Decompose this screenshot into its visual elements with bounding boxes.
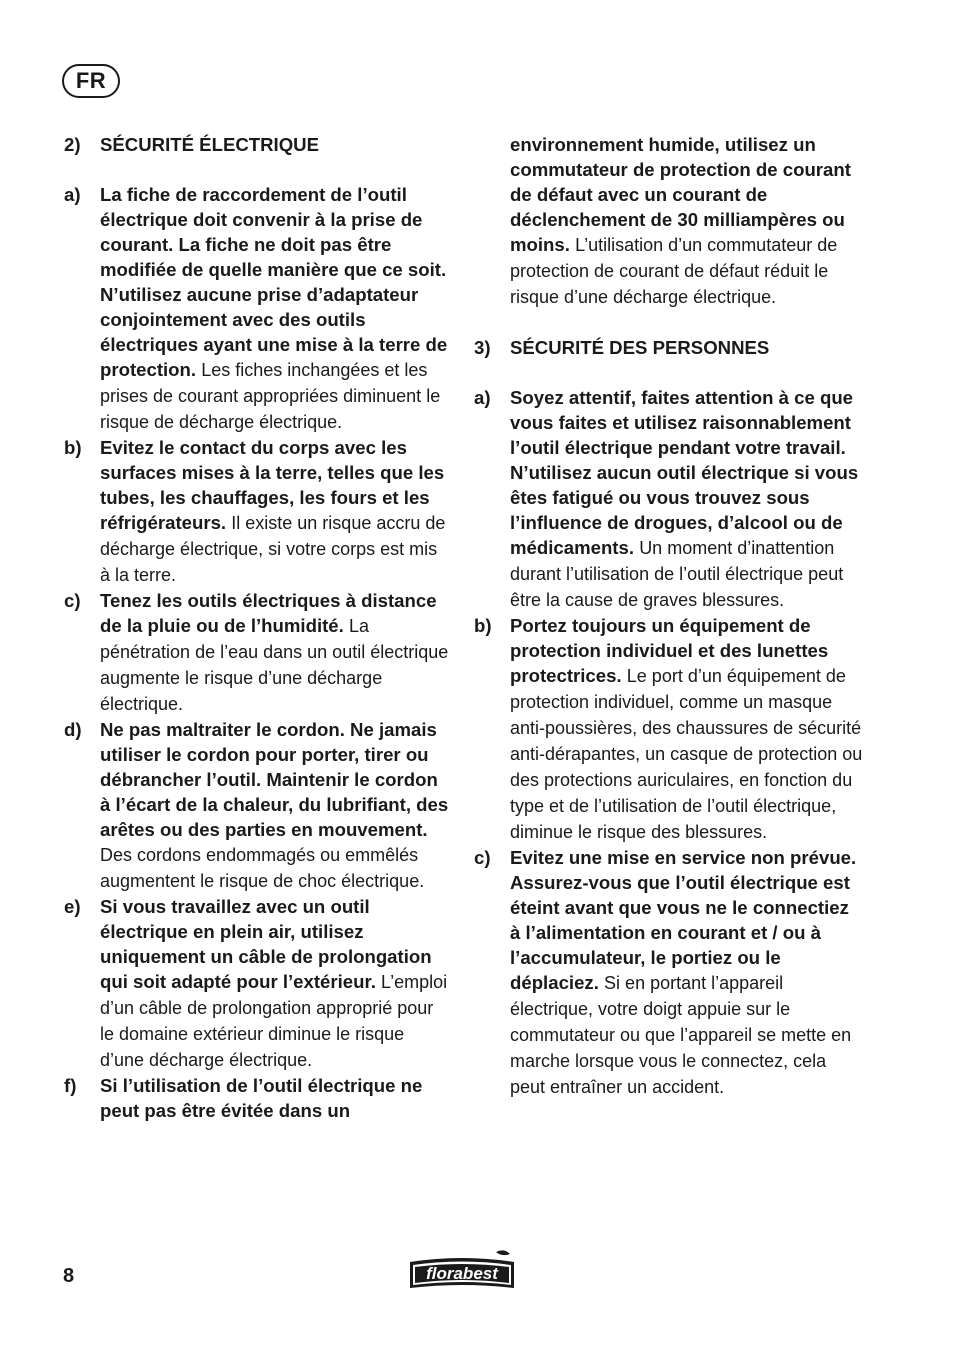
section-title: SÉCURITÉ ÉLECTRIQUE (100, 134, 320, 155)
item-bold-text: Ne pas maltraiter le cordon. Ne jamais utiliser le cordon pour porter, tirer ou débrancher l’outil. Maintenir le cordon à l’écart de la chaleur, du lubrifiant, des arêtes ou des parties en mouvement. (100, 719, 449, 840)
section-number: 3) (474, 337, 491, 358)
item-text: Si en portant l’appareil électrique, votre doigt appuie sur le commutateur ou que l’appareil se mette en marche lorsque vous le connectez, cela peut entraîner un accident. (510, 973, 852, 1097)
section-title: SÉCURITÉ DES PERSONNES (510, 337, 770, 358)
item-text: Un moment d’inattention durant l’utilisation de l’outil électrique peut être la cause de graves blessures. (510, 538, 844, 610)
logo-wordmark: florabest (426, 1264, 498, 1283)
right-column (474, 132, 864, 1100)
item-label: f) (64, 1075, 77, 1096)
list-item (64, 1073, 452, 1123)
item-text: Le port d’un équipement de protection individuel, comme un masque anti-poussières, des chaussures de sécurité anti-dérapantes, un casque de protection ou des protections auriculaires, en fonction du type et de l’utilisation de l’outil électrique, diminue le risque des blessures. (510, 666, 863, 842)
item-bold-text: Evitez le contact du corps avec les surfaces mises à la terre, telles que les tubes, les chauffages, les fours et les réfrigérateurs. (100, 437, 445, 533)
item-bold-text: Portez toujours un équipement de protection individuel et des lunettes protectrices. (510, 615, 829, 686)
continuation-bold-text: environnement humide, utilisez un commutateur de protection de courant de défaut avec un courant de déclenchement de 30 milliampères ou moins. (510, 134, 851, 255)
item-text: Il existe un risque accru de décharge électrique, si votre corps est mis à la terre. (100, 513, 446, 585)
item-text: L’emploi d’un câble de prolongation approprié pour le domaine extérieur diminue le risque d’une décharge électrique. (100, 972, 448, 1070)
item-bold-text: Si vous travaillez avec un outil électrique en plein air, utilisez uniquement un câble de prolongation qui soit adapté pour l’extérieur. (100, 896, 432, 992)
item-bold-text: Soyez attentif, faites attention à ce que vous faites et utilisez raisonnablement l’outil électrique pendant votre travail. N’utilisez aucun outil électrique si vous êtes fatigué ou vous trouvez sous l’influence de drogues, d’alcool ou de médicaments. (510, 387, 859, 558)
item-bold-text: Si l’utilisation de l’outil électrique ne peut pas être évitée dans un (100, 1075, 423, 1121)
item-label: b) (474, 615, 492, 636)
item-label: c) (474, 847, 491, 868)
page-number: 8 (63, 1265, 75, 1287)
section-heading (64, 132, 452, 157)
list-item (64, 894, 452, 1073)
item-label: c) (64, 590, 81, 611)
section-heading (474, 335, 864, 360)
list-item (64, 435, 452, 588)
item-label: b) (64, 437, 82, 458)
list-item (474, 845, 864, 1100)
item-bold-text: Tenez les outils électriques à distance de la pluie ou de l’humidité. (100, 590, 437, 636)
continuation-text: L’utilisation d’un commutateur de protection de courant de défaut réduit le risque d’une décharge électrique. (510, 235, 838, 307)
list-item (474, 385, 864, 613)
list-item (64, 717, 452, 894)
item-continuation (474, 132, 864, 310)
item-text: Des cordons endommagés ou emmêlés augmentent le risque de choc électrique. (100, 845, 425, 891)
list-item (64, 588, 452, 717)
list-item (474, 613, 864, 845)
list-item (64, 182, 452, 435)
section-number: 2) (64, 134, 81, 155)
item-text: Les fiches inchangées et les prises de courant appropriées diminuent le risque de décharge électrique. (100, 360, 441, 432)
item-label: a) (64, 184, 81, 205)
language-badge: FR (62, 64, 120, 98)
left-column (64, 132, 452, 1123)
item-bold-text: La fiche de raccordement de l’outil électrique doit convenir à la prise de courant. La fiche ne doit pas être modifiée de quelle manière que ce soit. N’utilisez aucune prise d’adaptateur conjointement avec des outils électriques ayant une mise à la terre de protection. (100, 184, 448, 380)
item-label: a) (474, 387, 491, 408)
item-text: La pénétration de l’eau dans un outil électrique augmente le risque d’une décharge électrique. (100, 616, 449, 714)
item-bold-text: Evitez une mise en service non prévue. Assurez-vous que l’outil électrique est éteint avant que vous ne le connectiez à l’alimentation en courant et / ou à l’accumulateur, le portiez ou le déplaciez. (510, 847, 857, 993)
item-label: d) (64, 719, 82, 740)
florabest-logo (404, 1248, 520, 1292)
item-label: e) (64, 896, 81, 917)
